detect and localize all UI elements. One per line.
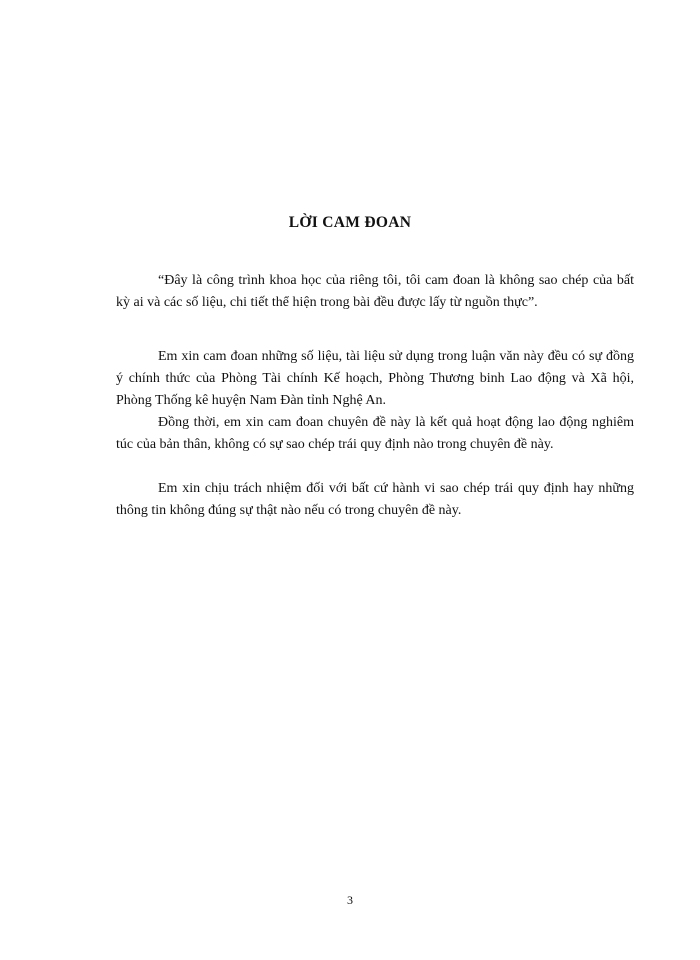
page-number: 3	[347, 893, 353, 907]
paragraph-declaration-quote: “Đây là công trình khoa học của riêng tôi, tôi cam đoan là không sao chép của bất kỳ ai và các số liệu, chi tiết thể hiện trong bài đều được lấy từ nguồn thực”.	[116, 273, 634, 310]
paragraph-responsibility: Em xin chịu trách nhiệm đối với bất cứ hành vi sao chép trái quy định hay những thông tin không đúng sự thật nào nếu có trong chuyên đề này.	[116, 481, 634, 518]
page-title: LỜI CAM ĐOAN	[288, 214, 412, 231]
paragraph-data-sources: Em xin cam đoan những số liệu, tài liệu sử dụng trong luận văn này đều có sự đồng ý chính thức của Phòng Tài chính Kế hoạch, Phòng Thương binh Lao động và Xã hội, Phòng Thống kê huyện Nam Đàn tỉnh Nghệ An.	[116, 349, 634, 408]
paragraph-original-work: Đồng thời, em xin cam đoan chuyên đề này là kết quả hoạt động lao động nghiêm túc của bản thân, không có sự sao chép trái quy định nào trong chuyên đề này.	[116, 415, 634, 452]
